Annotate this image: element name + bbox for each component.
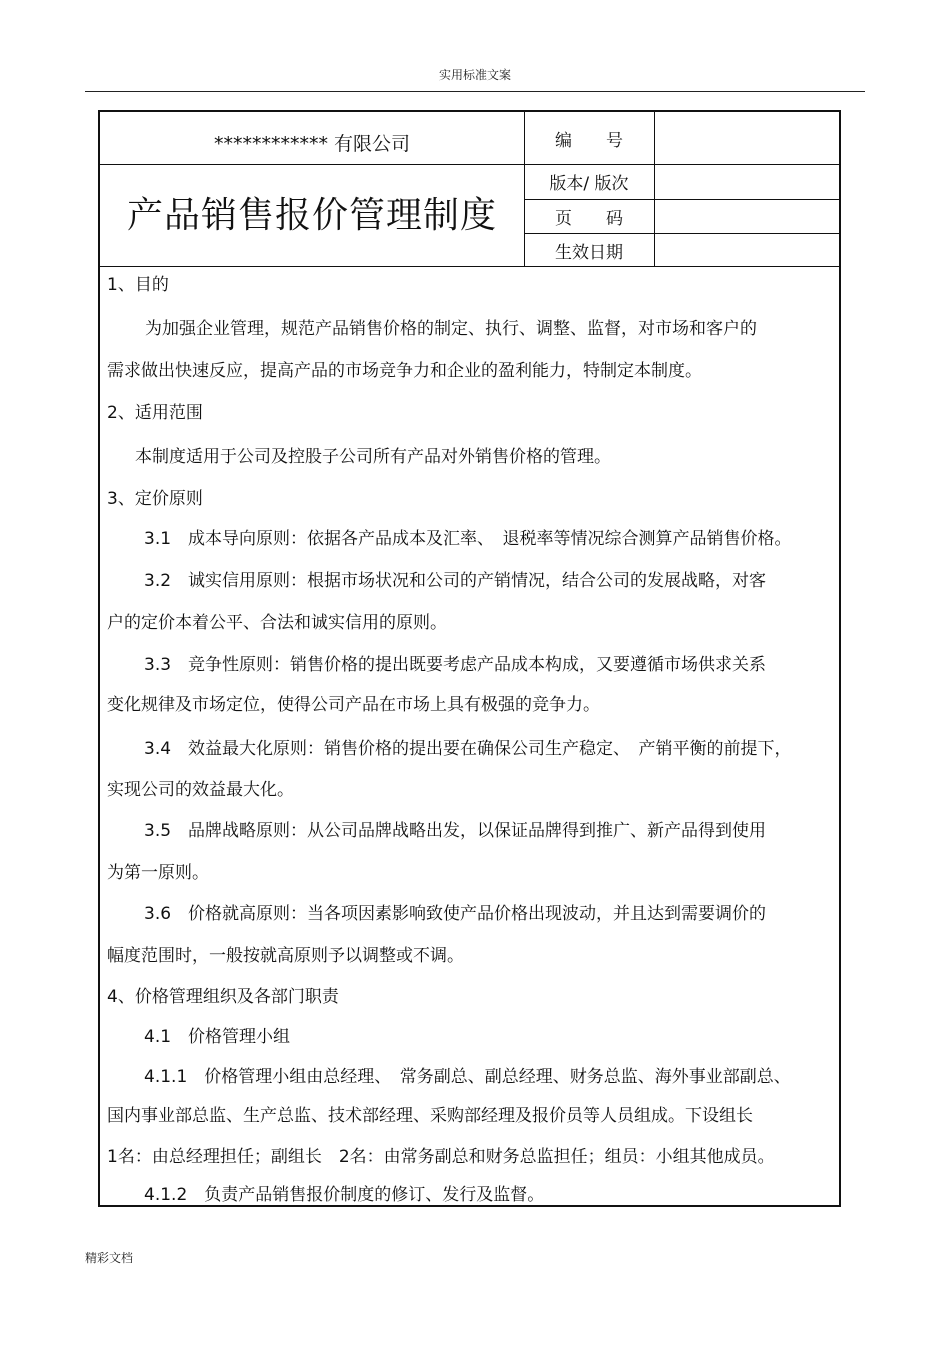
header-divider-right [654,112,655,266]
paragraph-line: 幅度范围时，一般按就高原则予以调整或不调。 [107,946,464,966]
field-label-number: 编 号 [555,131,623,151]
paragraph-line: 3.4 效益最大化原则：销售价格的提出要在确保公司生产稳定、 产销平衡的前提下， [144,739,792,759]
paragraph-line: 3.2 诚实信用原则：根据市场状况和公司的产销情况，结合公司的发展战略，对客 [144,571,767,591]
paragraph-line: 本制度适用于公司及控股子公司所有产品对外销售价格的管理。 [135,447,611,467]
paragraph-line: 3.1 成本导向原则：依据各产品成本及汇率、 退税率等情况综合测算产品销售价格。 [144,529,792,549]
paragraph-line: 为加强企业管理，规范产品销售价格的制定、执行、调整、监督，对市场和客户的 [145,319,757,339]
paragraph-line: 变化规律及市场定位，使得公司产品在市场上具有极强的竞争力。 [107,695,600,715]
document-title: 产品销售报价管理制度 [126,195,497,236]
page-header: 实用标准文案 [438,68,511,82]
field-label-version: 版本/ 版次 [549,174,629,194]
field-divider-2 [524,199,841,200]
paragraph-line: 4.1.1 价格管理小组由总经理、 常务副总、副总经理、财务总监、海外事业部副总、 [144,1067,791,1087]
field-label-page: 页 码 [555,209,623,229]
field-divider-3 [524,233,841,234]
paragraph-line: 4.1.2 负责产品销售报价制度的修订、发行及监督。 [144,1185,545,1205]
paragraph-line: 3.5 品牌战略原则：从公司品牌战略出发，以保证品牌得到推广、新产品得到使用 [144,821,767,841]
document-form [98,110,841,1207]
section-heading: 1、目的 [107,275,169,295]
section-heading: 4、价格管理组织及各部门职责 [107,987,339,1007]
company-name: ************ 有限公司 [213,133,411,155]
header-body-divider [100,266,841,267]
section-heading: 3、定价原则 [107,489,203,509]
paragraph-line: 国内事业部总监、生产总监、技术部经理、采购部经理及报价员等人员组成。下设组长 [107,1106,753,1126]
paragraph-line: 为第一原则。 [107,863,209,883]
subsection-heading: 4.1 价格管理小组 [144,1027,291,1047]
paragraph-line: 1名：由总经理担任；副组长 2名：由常务副总和财务总监担任；组员：小组其他成员。 [107,1147,775,1167]
field-label-effective-date: 生效日期 [555,243,623,263]
header-divider [85,91,865,92]
paragraph-line: 实现公司的效益最大化。 [107,780,294,800]
section-heading: 2、适用范围 [107,403,203,423]
field-divider-1 [524,164,841,165]
paragraph-line: 需求做出快速反应，提高产品的市场竞争力和企业的盈利能力，特制定本制度。 [107,361,702,381]
paragraph-line: 户的定价本着公平、合法和诚实信用的原则。 [107,613,447,633]
paragraph-line: 3.6 价格就高原则：当各项因素影响致使产品价格出现波动，并且达到需要调价的 [144,904,767,924]
page-footer: 精彩文档 [85,1251,134,1265]
paragraph-line: 3.3 竞争性原则：销售价格的提出既要考虑产品成本构成，又要遵循市场供求关系 [144,655,767,675]
